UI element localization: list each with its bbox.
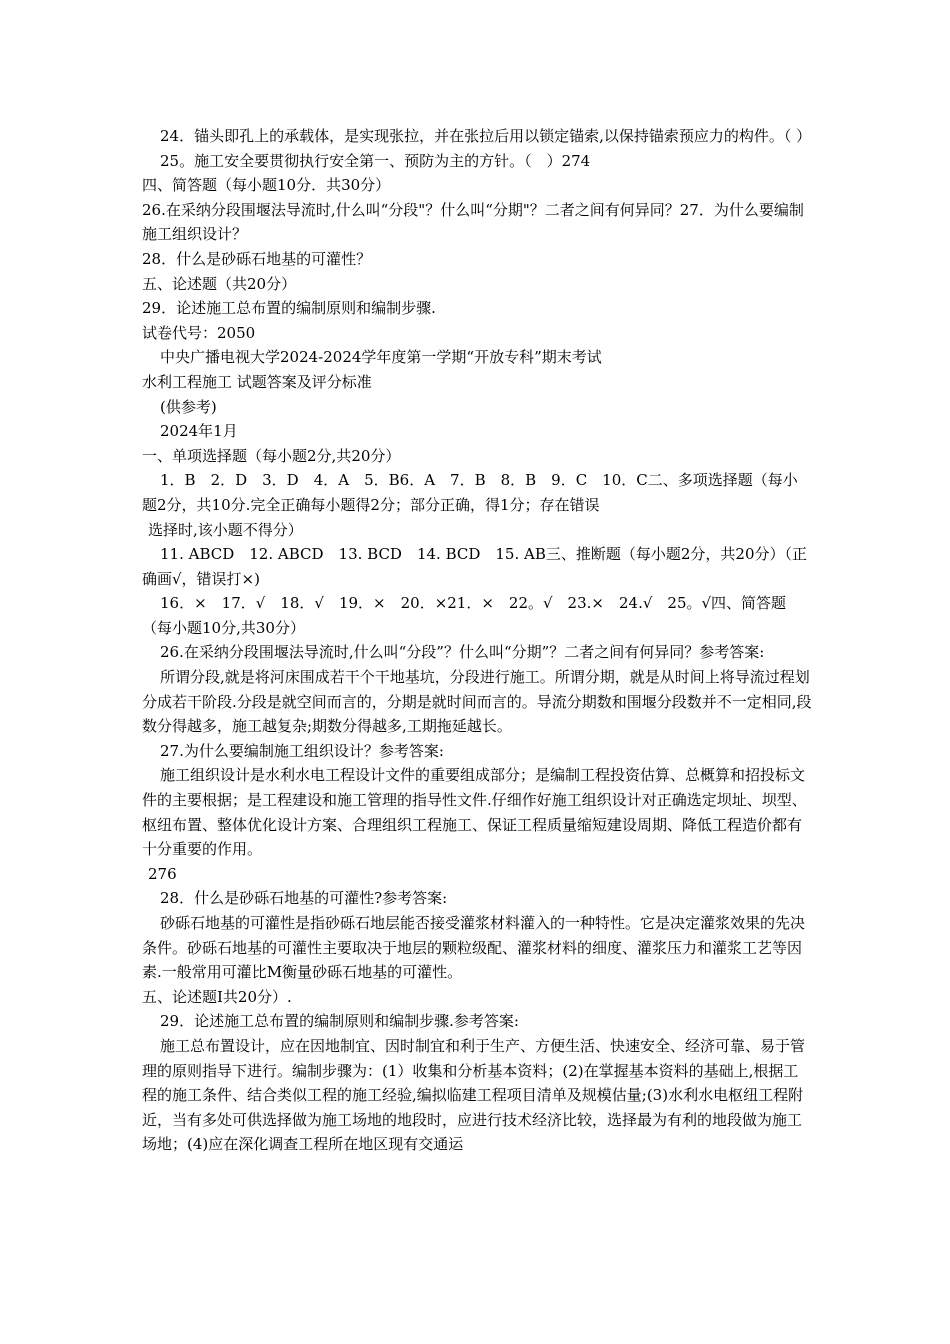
text-paragraph: 26.在采纳分段围堰法导流时,什么叫“分段"？什么叫“分期"？二者之间有何异同？27．为什么要编制施工组织设计？ <box>142 200 804 244</box>
text-paragraph: 试卷代号：2050 <box>142 323 256 342</box>
text-paragraph: 24．锚头即孔上的承载体，是实现张拉，并在张拉后用以锁定锚索,以保持锚索预应力的构件。（ ） <box>160 127 812 145</box>
document-body <box>142 124 812 1157</box>
text-paragraph: 一、单项选择题（每小题2分,共20分） <box>142 446 401 465</box>
text-paragraph: 四、简答题（每小题10分．共30分） <box>142 176 391 195</box>
text-paragraph: (供参考) <box>160 397 217 416</box>
text-paragraph: 施工组织设计是水利水电工程设计文件的重要组成部分；是编制工程投资估算、总概算和招投标文件的主要根据；是工程建设和施工管理的指导性文件.仔细作好施工组织设计对正确选定坝址、坝型、枢纽布置、整体优化设计方案、合理组织工程施工、保证工程质量缩短建设周期、降低工程造价都有十分重要的作用。 <box>142 766 807 859</box>
text-paragraph: 25。施工安全要贯彻执行安全第一、预防为主的方针。（ ）274 <box>160 151 591 170</box>
text-paragraph: 五、论述题（共20分） <box>142 274 297 293</box>
text-paragraph: 11. ABCD 12. ABCD 13. BCD 14. BCD 15. AB三、推断题（每小题2分，共20分）（正确画√，错误打×) <box>142 545 807 588</box>
text-paragraph: 16．× 17．√ 18．√ 19．× 20．×21．× 22。√ 23.× 24.√ 25。√四、简答题（每小题10分,共30分） <box>142 594 787 637</box>
text-paragraph: 29．论述施工总布置的编制原则和编制步骤.参考答案: <box>160 1012 519 1031</box>
text-paragraph: 27.为什么要编制施工组织设计？参考答案: <box>160 741 444 760</box>
text-paragraph: 选择时,该小题不得分） <box>148 520 303 539</box>
text-paragraph: 28．什么是砂砾石地基的可灌性？ <box>142 249 372 268</box>
text-paragraph: 26.在采纳分段围堰法导流时,什么叫“分段”？什么叫“分期”？二者之间有何异同？参考答案: <box>160 643 765 662</box>
text-paragraph: 水利工程施工 试题答案及评分标准 <box>142 372 372 391</box>
text-paragraph: 五、论述题I共20分）. <box>142 987 292 1006</box>
text-paragraph: 2024年1月 <box>160 422 238 441</box>
text-paragraph: 29．论述施工总布置的编制原则和编制步骤. <box>142 299 436 318</box>
text-paragraph: 砂砾石地基的可灌性是指砂砾石地层能否接受灌浆材料灌入的一种特性。它是决定灌浆效果的先决条件。砂砾石地基的可灌性主要取决于地层的颗粒级配、灌浆材料的细度、灌浆压力和灌浆工艺等因素.一般常用可灌比M衡量砂砾石地基的可灌性。 <box>142 914 806 982</box>
text-paragraph: 1．B 2．D 3．D 4．A 5．B6．A 7．B 8．B 9．C 10．C二、多项选择题（每小题2分，共10分.完全正确每小题得2分；部分正确，得1分；存在错误 <box>142 471 798 514</box>
text-paragraph: 施工总布置设计，应在因地制宜、因时制宜和利于生产、方便生活、快速安全、经济可靠、易于管理的原则指导下进行。编制步骤为：(1）收集和分析基本资料；(2)在掌握基本资料的基础上,根据工程的施工条件、结合类似工程的施工经验,编拟临建工程项目清单及规模估量;(3)水利水电枢纽工程附近，当有多处可供选择做为施工场地的地段时，应进行技术经济比较，选择最为有利的地段做为施工场地；(4)应在深化调查工程所在地区现有交通运 <box>142 1036 806 1154</box>
text-paragraph: 276 <box>148 864 177 883</box>
text-paragraph: 28．什么是砂砾石地基的可灌性?参考答案: <box>160 889 448 908</box>
text-paragraph: 中央广播电视大学2024-2024学年度第一学期“开放专科”期末考试 <box>160 348 602 367</box>
text-paragraph: 所谓分段,就是将河床围成若干个干地基坑，分段进行施工。所谓分期，就是从时间上将导流过程划分成若干阶段.分段是就空间而言的，分期是就时间而言的。导流分期数和围堰分段数并不一定相同,段数分得越多，施工越复杂;期数分得越多,工期拖延越长。 <box>142 668 812 736</box>
